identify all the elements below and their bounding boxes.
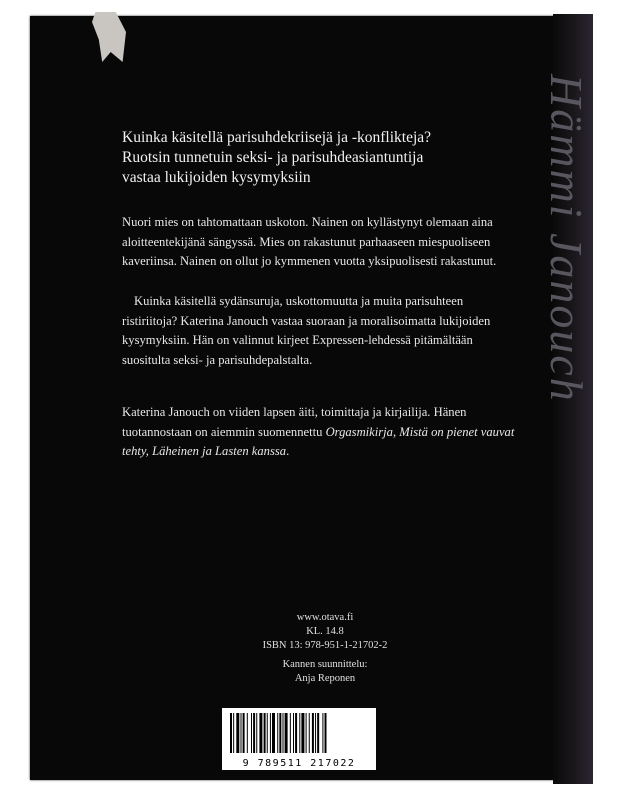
author-bio-paragraph	[122, 403, 520, 462]
headline-line-3: vastaa lukijoiden kysymyksiin	[122, 169, 311, 186]
publisher-website: www.otava.fi	[296, 612, 354, 623]
previous-titles: Orgasmikirja, Mistä on pienet vauvat tehty, Läheinen ja Lasten kanssa	[122, 424, 515, 459]
isbn-barcode	[222, 708, 376, 770]
library-classification: KL. 14.8	[306, 626, 344, 637]
author-bio-end: .	[286, 444, 290, 459]
isbn-label: ISBN 13: 978-951-1-21702-2	[262, 640, 388, 651]
spine-title: Hämmi Janouch	[541, 74, 592, 403]
book-spine	[541, 14, 593, 784]
barcode-number: 9 789511 217022	[242, 758, 356, 769]
barcode-bars	[228, 713, 370, 753]
colophon	[240, 611, 410, 686]
cover-designer: Anja Reponen	[294, 673, 356, 684]
blurb-paragraph-1: Nuori mies on tahtomattaan uskoton. Nainen on kyllästynyt olemaan aina aloitteentekijänä sängyssä. Mies on rakastunut parhaaseen miespuoliseen kaveriinsa. Nainen on ollut jo kymmenen vuotta yksipuolisesti rakastunut.	[122, 215, 497, 269]
author-bio-intro: Katerina Janouch on viiden lapsen äiti, toimittaja ja kirjailija. Hänen tuotannostaan on aiemmin suomennettu	[122, 405, 467, 439]
blurb-headline	[122, 128, 522, 188]
cover-design-label: Kannen suunnittelu:	[282, 659, 368, 670]
headline-line-2: Ruotsin tunnetuin seksi- ja parisuhdeasiantuntija	[122, 149, 424, 166]
blurb-paragraph-2: Kuinka käsitellä sydänsuruja, uskottomuutta ja muita parisuhteen ristiriitoja? Katerina Janouch vastaa suoraan ja moralisoimatta lukijoiden kysymyksiin. Hän on valinnut kirjeet Expressen-lehdessä pitämältään suositulta seksi- ja parisuhdepalstalta.	[122, 294, 491, 367]
headline-line-1: Kuinka käsitellä parisuhdekriisejä ja -konflikteja?	[122, 129, 432, 146]
